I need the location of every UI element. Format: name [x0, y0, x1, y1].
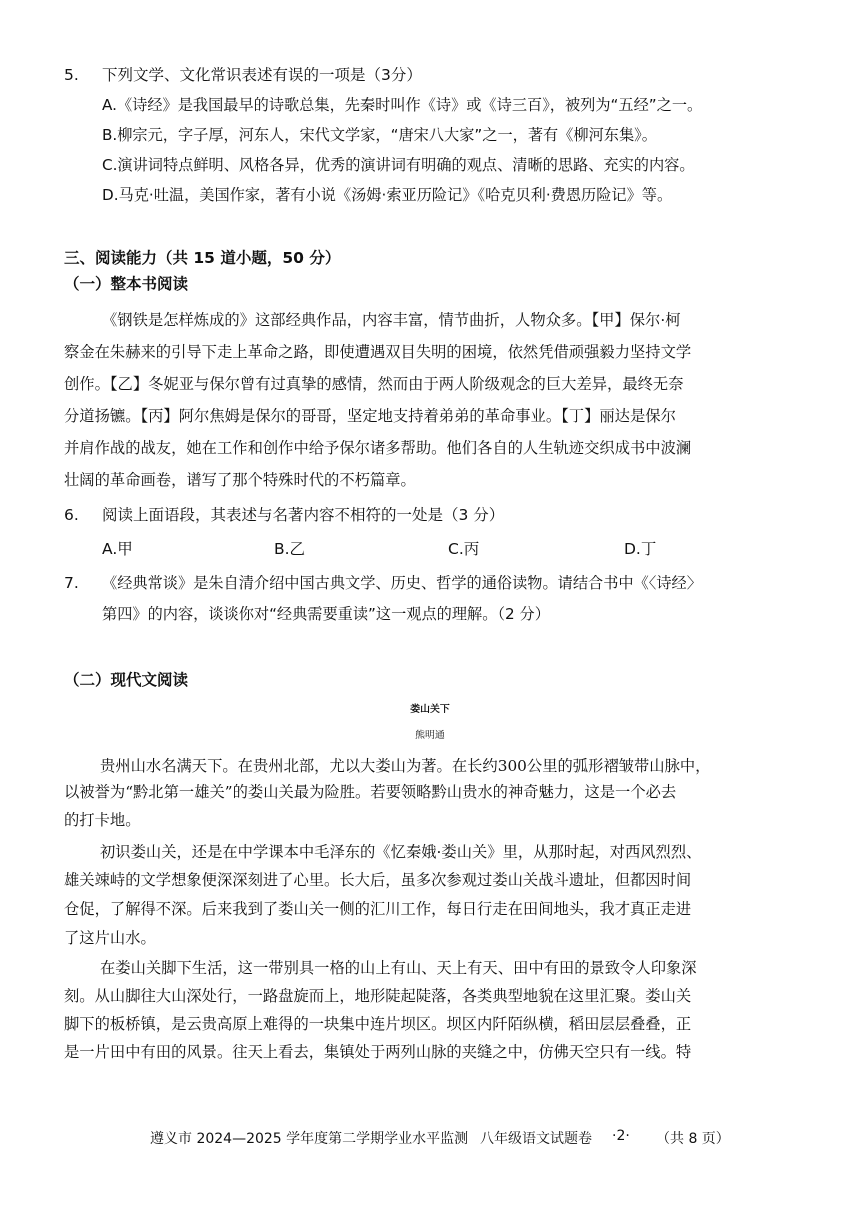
q5-option-a: A.《诗经》是我国最早的诗歌总集，先秦时叫作《诗》或《诗三百》，被列为“五经”之一。	[102, 96, 703, 114]
footer-page-number: ·2·	[612, 1128, 630, 1144]
article-line: 仓促，了解得不深。后来我到了娄山关一侧的汇川工作，每日行走在田间地头，我才真正走进	[64, 900, 692, 918]
passage-line: 创作。【乙】冬妮亚与保尔曾有过真挚的感情，然而由于两人阶级观念的巨大差异，最终无奈	[64, 375, 684, 393]
q5-stem: 下列文学、文化常识表述有误的一项是（3分）	[102, 66, 422, 84]
q5-option-d: D.马克·吐温，美国作家，著有小说《汤姆·索亚历险记》《哈克贝利·费恩历险记》等。	[102, 186, 673, 204]
q5-number: 5.	[64, 66, 79, 84]
q6-option-c: C.丙	[448, 540, 480, 558]
footer-subject: 八年级语文试题卷	[480, 1131, 592, 1147]
section3-title: 三、阅读能力（共 15 道小题，50 分）	[64, 249, 341, 267]
q7-line1: 《经典常谈》是朱自清介绍中国古典文学、历史、哲学的通俗读物。请结合书中《〈诗经〉	[102, 574, 702, 592]
footer-total-pages: （共 8 页）	[656, 1131, 730, 1147]
article-author: 熊明通	[415, 730, 445, 741]
passage-line: 并肩作战的战友，她在工作和创作中给予保尔诸多帮助。他们各自的人生轨迹交织成书中波澜	[64, 439, 692, 457]
article-line: 是一片田中有田的风景。往天上看去，集镇处于两列山脉的夹缝之中，仿佛天空只有一线。特	[64, 1043, 692, 1061]
footer-exam-name: 遵义市 2024—2025 学年度第二学期学业水平监测	[150, 1131, 469, 1147]
article-title: 娄山关下	[410, 704, 450, 715]
article-line: 在娄山关脚下生活，这一带别具一格的山上有山、天上有天、田中有田的景致令人印象深	[100, 959, 697, 977]
article-line: 以被誉为“黔北第一雄关”的娄山关最为险胜。若要领略黔山贵水的神奇魅力，这是一个必去	[64, 783, 677, 801]
passage-line: 《钢铁是怎样炼成的》这部经典作品，内容丰富，情节曲折，人物众多。【甲】保尔·柯	[102, 311, 681, 329]
part2-title: （二）现代文阅读	[64, 671, 189, 689]
article-line: 雄关竦峙的文学想象便深深刻进了心里。长大后，虽多次参观过娄山关战斗遗址，但都因时间	[64, 871, 692, 889]
q7-number: 7.	[64, 574, 79, 592]
article-line: 脚下的板桥镇，是云贵高原上难得的一块集中连片坝区。坝区内阡陌纵横，稻田层层叠叠，正	[64, 1015, 692, 1033]
q6-option-a: A.甲	[102, 540, 133, 558]
passage-line: 察金在朱赫来的引导下走上革命之路，即使遭遇双目失明的困境，依然凭借顽强毅力坚持文学	[64, 343, 692, 361]
part1-title: （一）整本书阅读	[64, 275, 189, 293]
q6-option-d: D.丁	[624, 540, 657, 558]
q6-stem: 阅读上面语段，其表述与名著内容不相符的一处是（3 分）	[102, 506, 505, 524]
q6-options	[102, 537, 742, 559]
q5-option-b: B.柳宗元，字子厚，河东人，宋代文学家，“唐宋八大家”之一，著有《柳河东集》。	[102, 126, 657, 144]
passage-line: 壮阔的革命画卷，谱写了那个特殊时代的不朽篇章。	[64, 471, 416, 489]
article-line: 的打卡地。	[64, 811, 141, 829]
q5-option-c: C.演讲词特点鲜明、风格各异，优秀的演讲词有明确的观点、清晰的思路、充实的内容。	[102, 156, 695, 174]
article-line: 贵州山水名满天下。在贵州北部，尤以大娄山为著。在长约300公里的弧形褶皱带山脉中，	[100, 757, 711, 775]
article-line: 刻。从山脚往大山深处行，一路盘旋而上，地形陡起陡落，各类典型地貌在这里汇聚。娄山关	[64, 987, 692, 1005]
q6-option-b: B.乙	[274, 540, 306, 558]
article-line: 初识娄山关，还是在中学课本中毛泽东的《忆秦娥·娄山关》里，从那时起，对西风烈烈、	[100, 843, 702, 861]
passage-line: 分道扬镳。【丙】阿尔焦姆是保尔的哥哥，坚定地支持着弟弟的革命事业。【丁】丽达是保尔	[64, 407, 676, 425]
q6-number: 6.	[64, 506, 79, 524]
q7-line2: 第四》的内容，谈谈你对“经典需要重读”这一观点的理解。（2 分）	[102, 605, 550, 623]
article-line: 了这片山水。	[64, 929, 156, 947]
